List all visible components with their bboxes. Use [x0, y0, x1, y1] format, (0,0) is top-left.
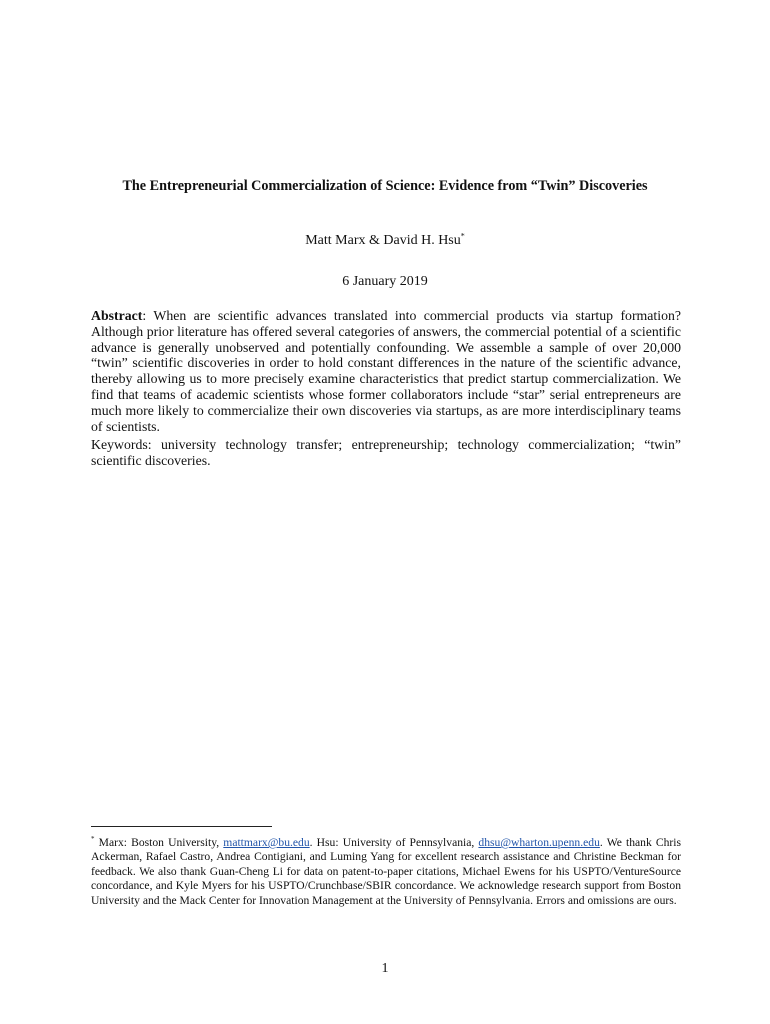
email-link-marx[interactable]: mattmarx@bu.edu — [223, 836, 310, 849]
author-line — [0, 232, 770, 250]
footnote-divider — [91, 826, 272, 827]
author-names: Matt Marx & David H. Hsu — [305, 233, 461, 248]
page-number: 1 — [381, 961, 389, 976]
footnote-text-2: . Hsu: University of Pennsylvania, — [309, 836, 479, 849]
footnote — [91, 836, 681, 908]
abstract-text: : When are scientific advances translated into commercial products via startup formation? Although prior literature has offered several categories of answers, the commercial potential of a scientific advance is generally unobserved and potentially confounding. We assemble a sample of over 20,000 “twin” scientific discoveries in order to hold constant differences in the nature of the scientific advance, thereby allowing us to more precisely examine characteristics that predict startup commercialization. We find that teams of academic scientists whose former collaborators include “star” serial entrepreneurs are much more likely to commercialize their own discoveries via startups, as are more interdisciplinary teams of scientists. — [91, 308, 681, 434]
paper-title: The Entrepreneurial Commercialization of Science: Evidence from “Twin” Discoveries — [122, 178, 648, 194]
abstract-label: Abstract — [91, 308, 143, 323]
footnote-text-3: . We thank Chris Ackerman, Rafael Castro, Andrea Contigiani, and Luming Yang for excellent research assistance and Christine Beckman for feedback. We also thank Guan-Cheng Li for data on patent-to-paper citations, Michael Ewens for his USPTO/VentureSource concordance, and Kyle Myers for his USPTO/Crunchbase/SBIR concordance. We acknowledge research support from Boston University and the Mack Center for Innovation Management at the University of Pennsylvania. Errors and omissions are ours. — [91, 836, 681, 907]
author-footnote-marker: * — [460, 231, 465, 241]
footnote-text-1: Marx: Boston University, — [94, 836, 224, 849]
footnote-marker: * — [91, 835, 95, 844]
abstract — [91, 308, 681, 434]
paper-date: 6 January 2019 — [342, 274, 428, 289]
email-link-hsu[interactable]: dhsu@wharton.upenn.edu — [478, 836, 600, 849]
keywords: Keywords: university technology transfer; entrepreneurship; technology commercialization; “twin” scientific discoveries. — [91, 437, 681, 468]
